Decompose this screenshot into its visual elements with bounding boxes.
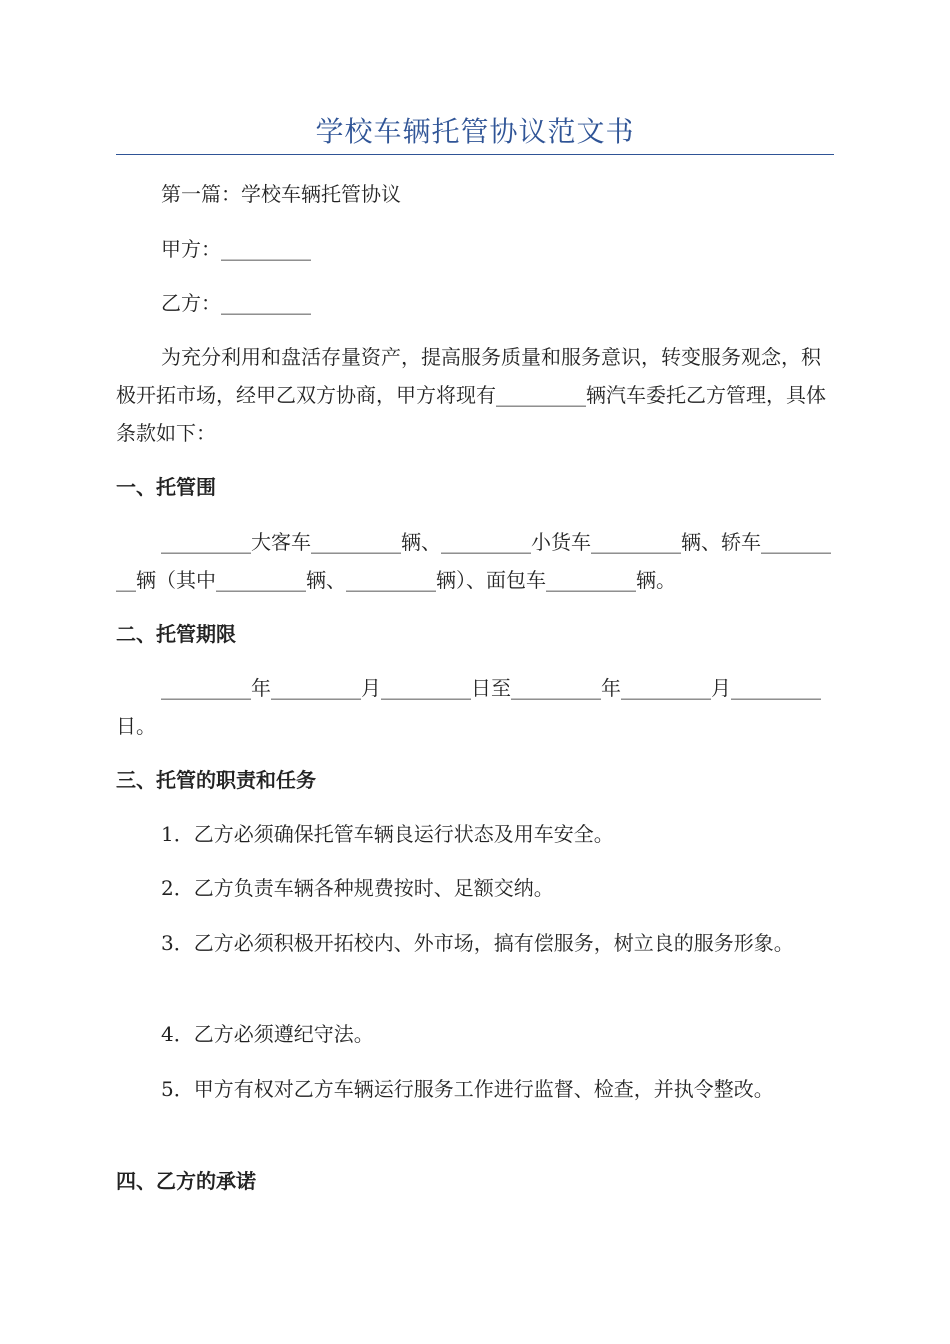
party-a-line: 甲方：_________	[161, 237, 311, 261]
chapter-subtitle: 第一篇：学校车辆托管协议	[161, 182, 401, 206]
section-1-heading: 一、托管围	[116, 475, 216, 499]
section-3-heading: 三、托管的职责和任务	[116, 768, 316, 792]
document-title: 学校车辆托管协议范文书	[315, 115, 635, 148]
section-3-item-4: 4．乙方必须遵纪守法。	[161, 1022, 374, 1046]
intro-paragraph: 为充分利用和盘活存量资产，提高服务质量和服务意识，转变服务观念，积极开拓市场，经甲乙双方协商，甲方将现有_________辆汽车委托乙方管理，具体条款如下：	[116, 345, 826, 445]
section-3-item-1: 1．乙方必须确保托管车辆良运行状态及用车安全。	[161, 822, 614, 846]
section-3-item-5: 5．甲方有权对乙方车辆运行服务工作进行监督、检查，并执令整改。	[161, 1077, 774, 1101]
section-4-heading: 四、乙方的承诺	[116, 1169, 256, 1193]
section-3-item-2: 2．乙方负责车辆各种规费按时、足额交纳。	[161, 876, 554, 900]
section-2-heading: 二、托管期限	[116, 622, 236, 646]
section-1-body: _________大客车_________辆、_________小货车_________辆、轿车_________辆（其中_________辆、_________辆）、面包车_________辆。	[116, 530, 831, 592]
section-3-item-3: 3．乙方必须积极开拓校内、外市场，搞有偿服务，树立良的服务形象。	[161, 931, 794, 955]
party-b-line: 乙方：_________	[161, 291, 311, 315]
title-underline	[116, 154, 834, 155]
section-2-body: _________年_________月_________日至_________年_________月_________日。	[116, 676, 821, 738]
